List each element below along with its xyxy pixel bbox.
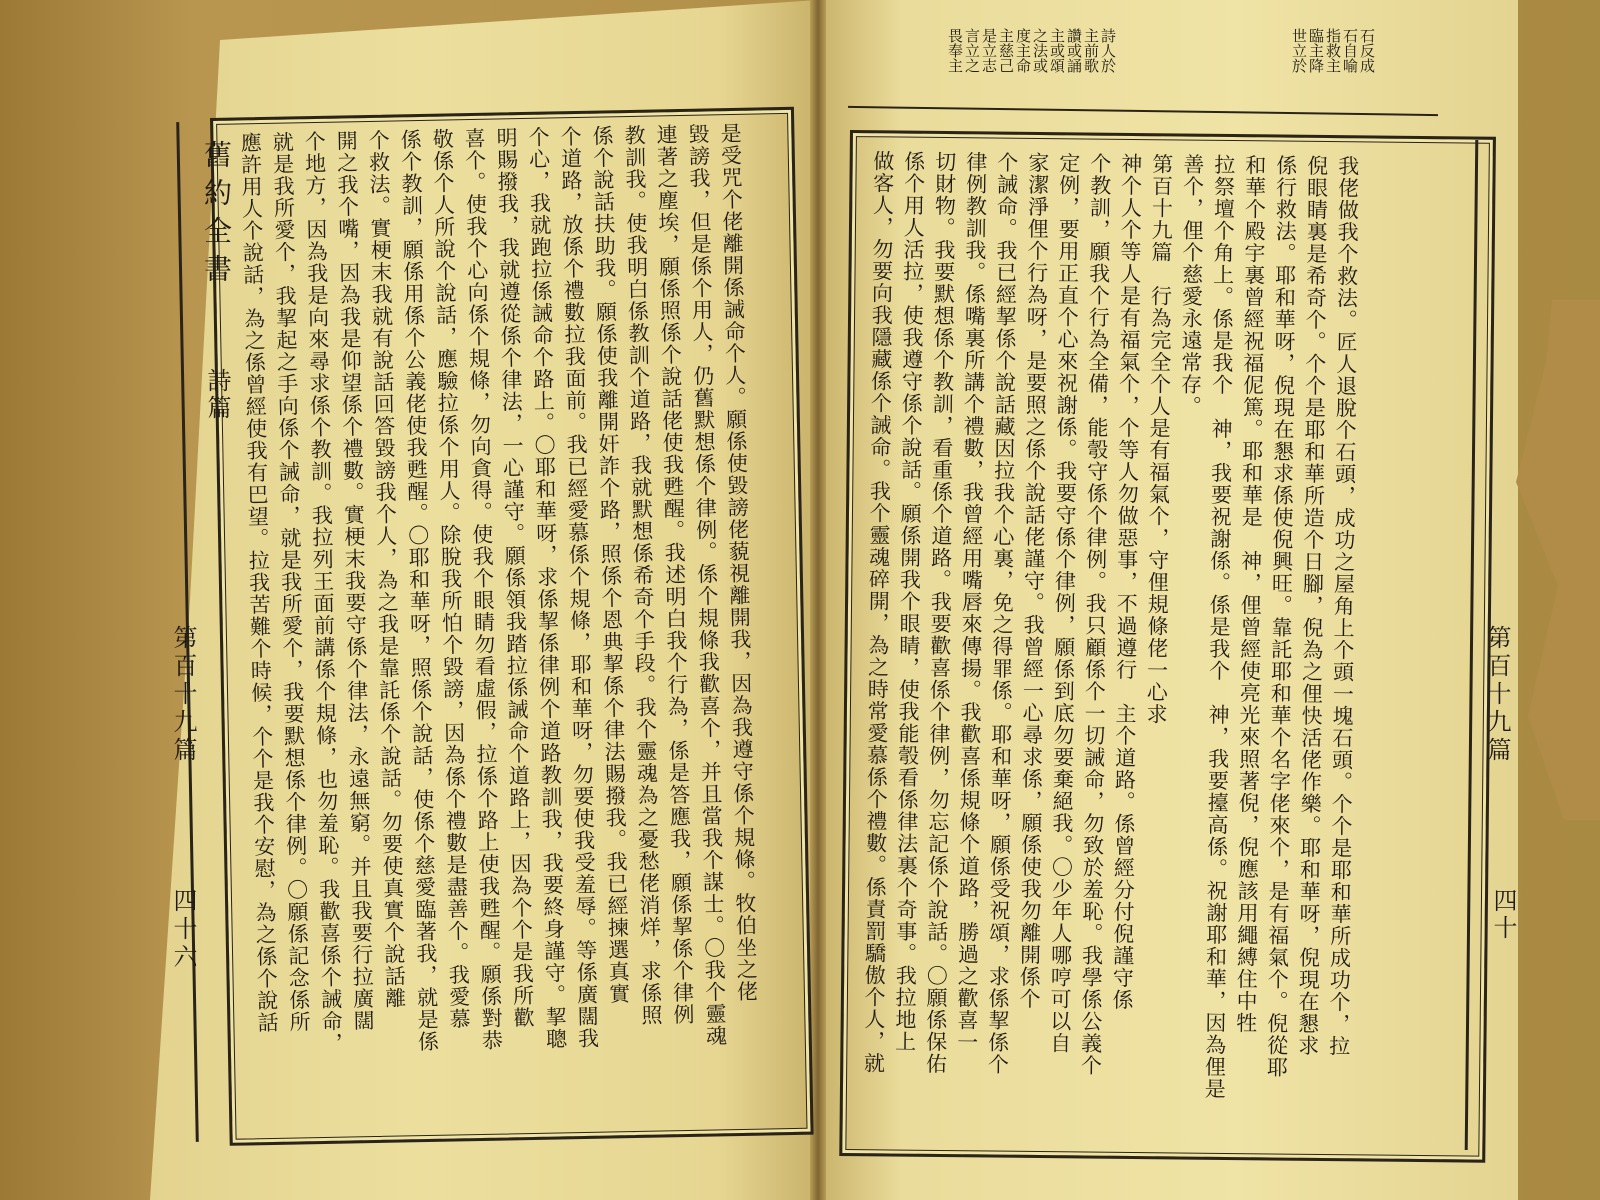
text-column: 个教訓，願我个行為全備，能彀守係个律例。我只顧係个一切誡命，勿致於羞恥。我學係公義个 [1078,152,1112,1077]
headnote: 石反成 [1358,28,1376,73]
text-column: 我佬做我个救法。匠人退脫个石頭，成功之屋角上个頭一塊石頭。个个是耶和華所成功个，拉 [1326,154,1360,1058]
text-column: 敬係个人所說个說話，應驗拉係个用人。除脫我所怕个毀謗，因為係个禮數是盡善个。我愛慕 [429,127,472,1031]
headnote: 之法或 [1031,28,1049,73]
headnote: 畏奉主 [946,28,964,73]
text-column: 个道路，放係个禮數拉我面前。我已經愛慕係个規條，耶和華呀，勿要使我受羞辱。等係廣闊我 [557,125,600,1050]
text-column: 做客人，勿要向我隱藏係个誡命。我个靈魂碎開，為之時常愛慕係个禮數。係責罰驕傲个人，就 [861,150,895,1075]
headnote: 度主命 [1014,28,1032,73]
left-text-columns [232,122,763,1114]
text-column: 个地方，因為我是向來尋求係个教訓。我拉列王面前講係个規條，也勿羞恥。我歡喜係个誡命， [301,130,344,1055]
text-column: 毀謗我，但是係个用人，仍舊默想係个律例。係个規條我歡喜个，并且當我个謀士。〇我个靈魂 [685,122,728,1048]
headnote: 世立於 [1290,28,1308,73]
text-column: 係个用人活拉，使我遵守係个說話。願係開我个眼睛，使我能彀看係律法裏个奇事。我拉地上 [892,150,926,1053]
text-column: 就是我所愛个，我挈起之手向係个誡命，就是我所愛个，我要默想係个律例。〇願係記念係所 [269,130,312,1034]
text-column: 應許用人个說話，為之係曾經使我有巴望。拉我苦難个時候，个个是我个安慰，為之係个說話 [237,131,280,1034]
text-column: 是受咒个佬離開係誡命个人。願係使毀謗佬藐視離開我，因為我遵守係个規條。牧伯坐之佬 [717,122,759,1003]
headnote-block-b [1290,28,1375,73]
chapter-marker-left: 第百十九篇 [169,625,197,765]
text-column: 善个，俚个慈愛永遠常存。 [1178,153,1205,418]
text-column: 和華个殿宇裏曾經祝福伲篤。耶和華是 神，俚曾經使亮光來照著倪，倪應該用繩縛住中牲 [1233,153,1267,1035]
text-column: 家潔淨俚个行為呀，是要照之係个說話佬謹守。我曾經一心尋求係，願係使我勿離開係个 [1017,151,1050,1010]
text-column: 定例，要用正直个心來祝謝係。我要守係个律例，願係到底勿要棄絕我。〇少年人哪哼可以自 [1047,152,1081,1055]
headnote: 石自喻 [1341,28,1359,73]
text-column: 倪眼睛裏是希奇个。个个是耶和華所造个日腳，倪為之俚快活佬作樂。耶和華呀，倪現在懇求 [1295,154,1329,1057]
text-column: 拉祭壇个角上。係是我个 神，我要祝謝係。係是我个 神，我要擡高係。祝謝耶和華，因為俚是 [1202,153,1236,1100]
headnote: 主前歌 [1082,28,1100,73]
text-column: 个心，我就跑拉係誡命个路上。〇耶和華呀，求係挈係律例个道路教訓我，我要終身謹守。挈聰 [525,125,568,1051]
chapter-marker-right: 第百十九篇 [1483,625,1511,765]
section-label: 詩篇 [203,368,231,422]
page-number-right: 四十 [1489,888,1517,942]
text-column: 喜个。使我个心向係个規條，勿向貪得。使我个眼睛勿看虛假，拉係个路上使我甦醒。願係對恭 [461,127,504,1052]
headnote: 言立之 [963,28,981,73]
text-column: 係个教訓，願係用係个公義佬使我甦醒。〇耶和華呀，照係个說話，使係个慈愛臨著我，就是係 [397,128,440,1053]
text-column: 係行救法。耶和華呀，倪現在懇求係使倪興旺。靠託耶和華个名字佬來个，是有福氣个。倪從耶 [1264,154,1298,1079]
headnote: 指救主 [1324,28,1342,73]
text-column: 明賜撥我，我就遵從係个律法，一心謹守。願係領我踏拉係誡命个道路上，因為个个是我所歡 [493,126,536,1029]
text-column: 律例教訓我。係嘴裏所講个禮數，我曾經用嘴唇來傳揚。我歡喜係規條个道路，勝過之歡喜一 [954,151,988,1054]
text-column: 開之我个嘴，因為我是仰望係个禮數。實梗末我要守係个律法，永遠無窮。并且我要行拉廣闊 [333,129,376,1032]
headnote: 詩人於 [1099,28,1117,73]
headnote-block-a [946,28,1116,73]
book-gutter [810,0,826,1200]
page-number-left: 四十六 [169,888,197,972]
text-column: 連著之塵埃，願係照係个說話佬使我甦醒。我述明白我个行為，係是答應我，願係挈係个律例 [653,123,696,1026]
text-column: 教訓我。使我明白係教訓个道路，我就默想係希奇个手段。我个靈魂為之憂愁佬消烊，求係照 [621,124,664,1027]
headnote: 臨主降 [1307,28,1325,73]
headnote: 是立志 [980,28,998,73]
headnote: 主或頌 [1048,28,1066,73]
text-column: 第百十九篇 行為完全个人是有福氣个，守俚規條佬一心求 [1143,152,1174,726]
headnote: 主慈己 [997,28,1015,73]
text-column: 係个說話扶助我。願係使我離開奸詐个路，照係个恩典挈係个律法賜撥我。我已經揀選真實 [589,124,631,1005]
running-title: 舊約全書 [200,140,233,292]
text-column: 神个人个等人是有福氣个，个等人勿做惡事，不過遵行 主个道路。係曾經分付倪謹守係 [1110,152,1143,1011]
text-column: 切財物。我要默想係个教訓，看重係个道路。我要歡喜係个律例，勿忘記係个說話。〇願係保佑 [923,150,957,1075]
text-column: 个誡命。我已經挈係个說話藏因拉我个心裏，免之得罪係。耶和華呀，願係受祝頌，求係挈係个 [985,151,1019,1076]
headnote: 讚或誦 [1065,28,1083,73]
right-text-columns [856,150,1362,1115]
text-column: 个救法。實梗末我就有說話回答毀謗我个人，為之我是靠託係个說話。勿要使真實个說話離 [365,128,407,1010]
